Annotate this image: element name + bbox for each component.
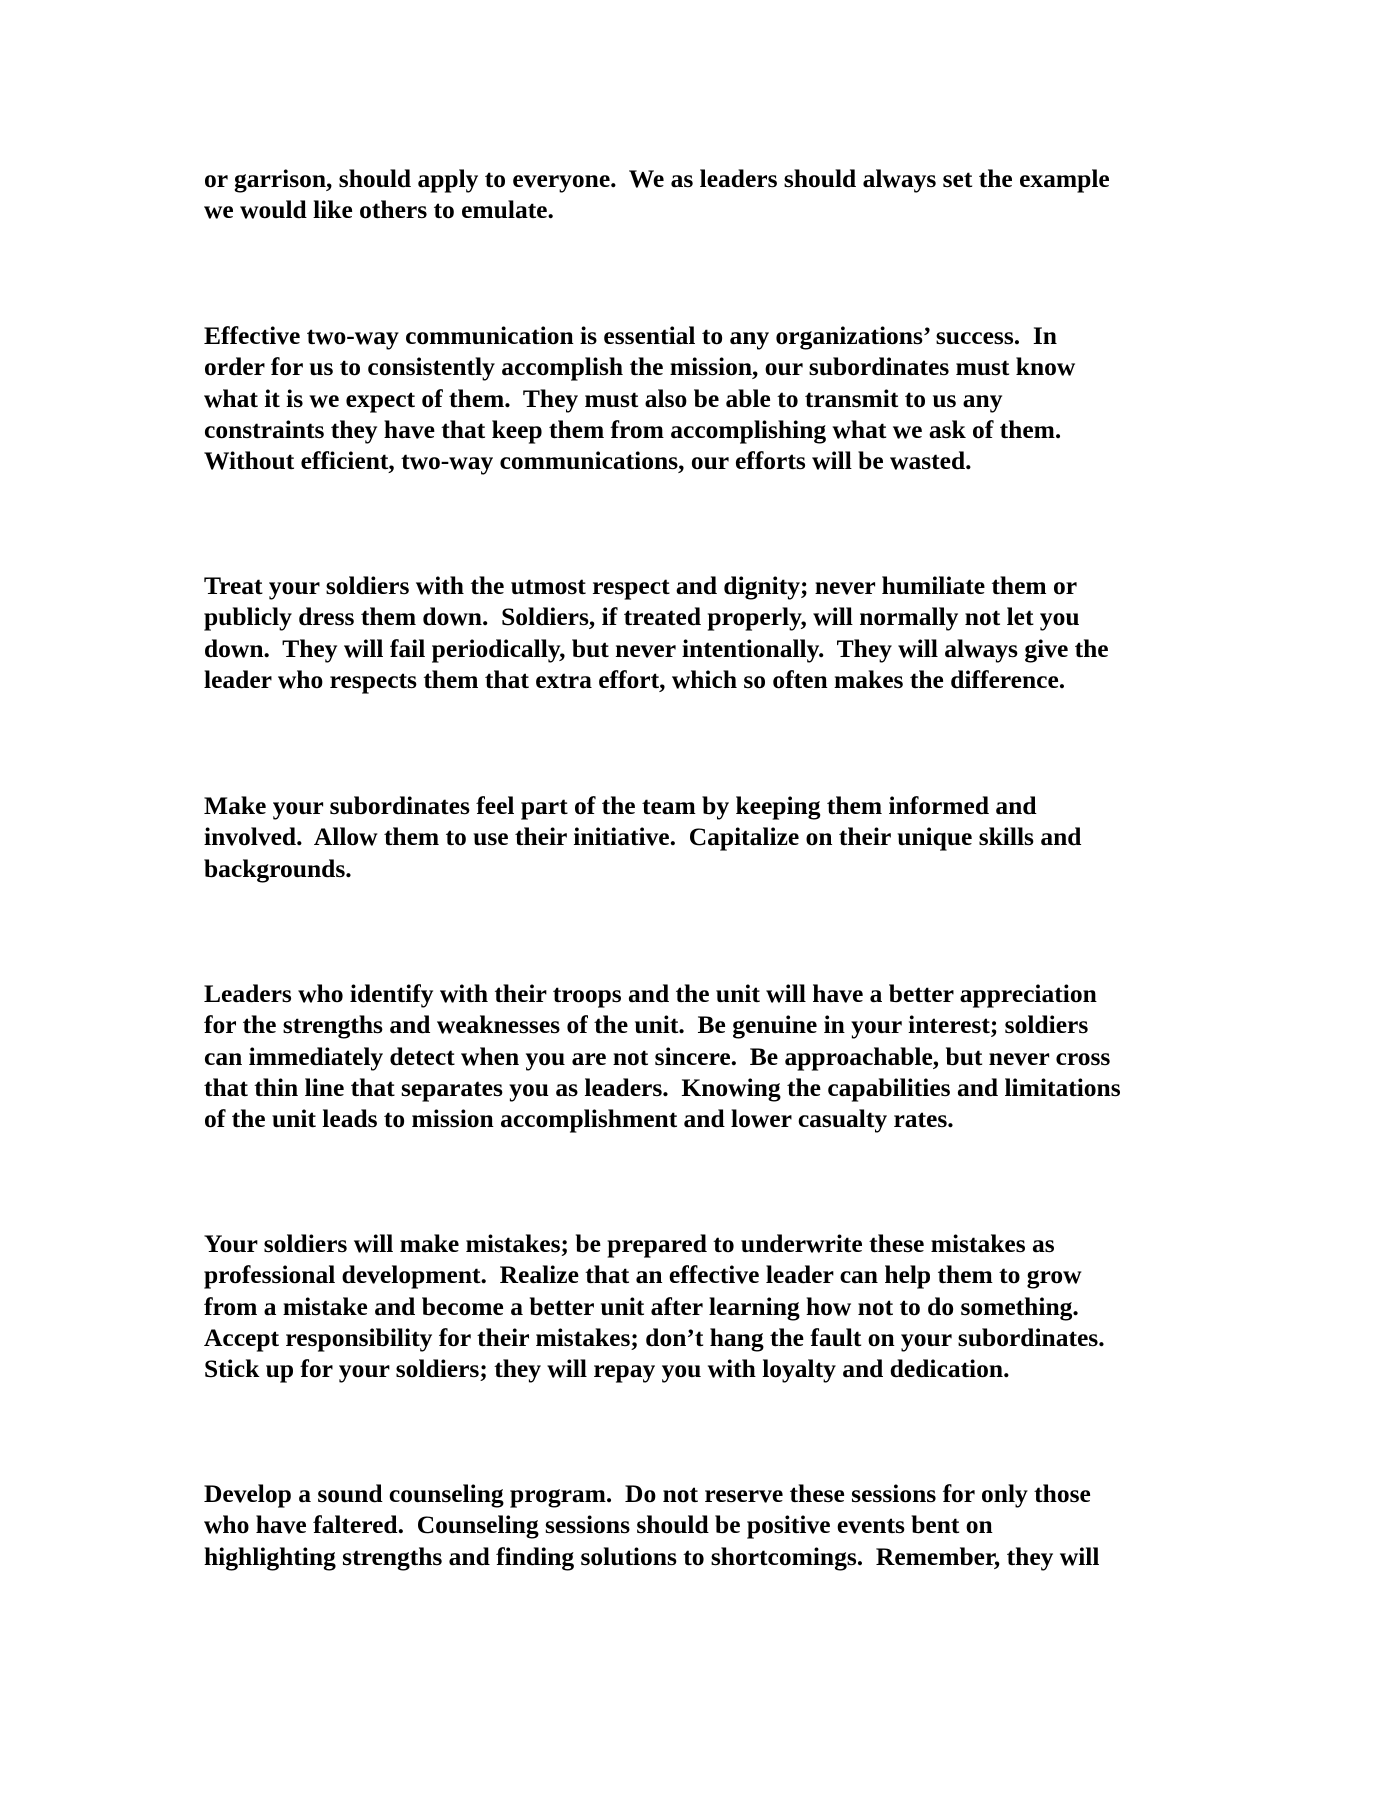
text-line: for the strengths and weaknesses of the unit. Be genuine in your interest; soldiers (204, 1010, 1089, 1040)
text-line: can immediately detect when you are not sincere. Be approachable, but never cross (204, 1041, 1111, 1071)
paragraph-communication (204, 320, 1204, 476)
paragraph-respect (204, 570, 1204, 695)
text-line: we would like others to emulate. (204, 195, 554, 225)
text-line: Stick up for your soldiers; they will repay you with loyalty and dedication. (204, 1354, 1010, 1384)
text-line: involved. Allow them to use their initiative. Capitalize on their unique skills and (204, 822, 1082, 852)
text-line: Leaders who identify with their troops and the unit will have a better appreciation (204, 979, 1097, 1008)
text-line: Accept responsibility for their mistakes; don’t hang the fault on your subordinates. (204, 1322, 1105, 1352)
text-line: down. They will fail periodically, but never intentionally. They will always give the (204, 633, 1109, 663)
text-line: backgrounds. (204, 853, 352, 883)
text-line: leader who respects them that extra effort, which so often makes the difference. (204, 664, 1066, 694)
text-line: Make your subordinates feel part of the team by keeping them informed and (204, 791, 1037, 820)
text-line: Treat your soldiers with the utmost respect and dignity; never humiliate them or (204, 571, 1078, 600)
paragraph-team (204, 790, 1204, 884)
text-line: Develop a sound counseling program. Do not reserve these sessions for only those (204, 1479, 1091, 1508)
paragraph-lead-by-example (204, 163, 1204, 226)
paragraph-counseling (204, 1478, 1204, 1572)
paragraph-mistakes (204, 1228, 1204, 1384)
text-line: Your soldiers will make mistakes; be prepared to underwrite these mistakes as (204, 1229, 1055, 1258)
paragraph-identify-with-troops (204, 978, 1204, 1134)
text-line: Effective two-way communication is essential to any organizations’ success. In (204, 321, 1057, 350)
text-line: what it is we expect of them. They must also be able to transmit to us any (204, 383, 1003, 413)
text-line: Without efficient, two-way communications, our efforts will be wasted. (204, 446, 972, 476)
text-line: of the unit leads to mission accomplishment and lower casualty rates. (204, 1104, 954, 1134)
text-line: order for us to consistently accomplish the mission, our subordinates must know (204, 352, 1076, 382)
text-line: publicly dress them down. Soldiers, if treated properly, will normally not let you (204, 602, 1080, 632)
text-line: that thin line that separates you as leaders. Knowing the capabilities and limitations (204, 1072, 1121, 1102)
text-line: highlighting strengths and finding solutions to shortcomings. Remember, they will (204, 1541, 1100, 1571)
text-line: professional development. Realize that an effective leader can help them to grow (204, 1260, 1082, 1290)
text-line: constraints they have that keep them from accomplishing what we ask of them. (204, 414, 1062, 444)
text-line: from a mistake and become a better unit after learning how not to do something. (204, 1291, 1079, 1321)
text-line: or garrison, should apply to everyone. We as leaders should always set the example (204, 164, 1110, 193)
text-line: who have faltered. Counseling sessions should be positive events bent on (204, 1510, 993, 1540)
